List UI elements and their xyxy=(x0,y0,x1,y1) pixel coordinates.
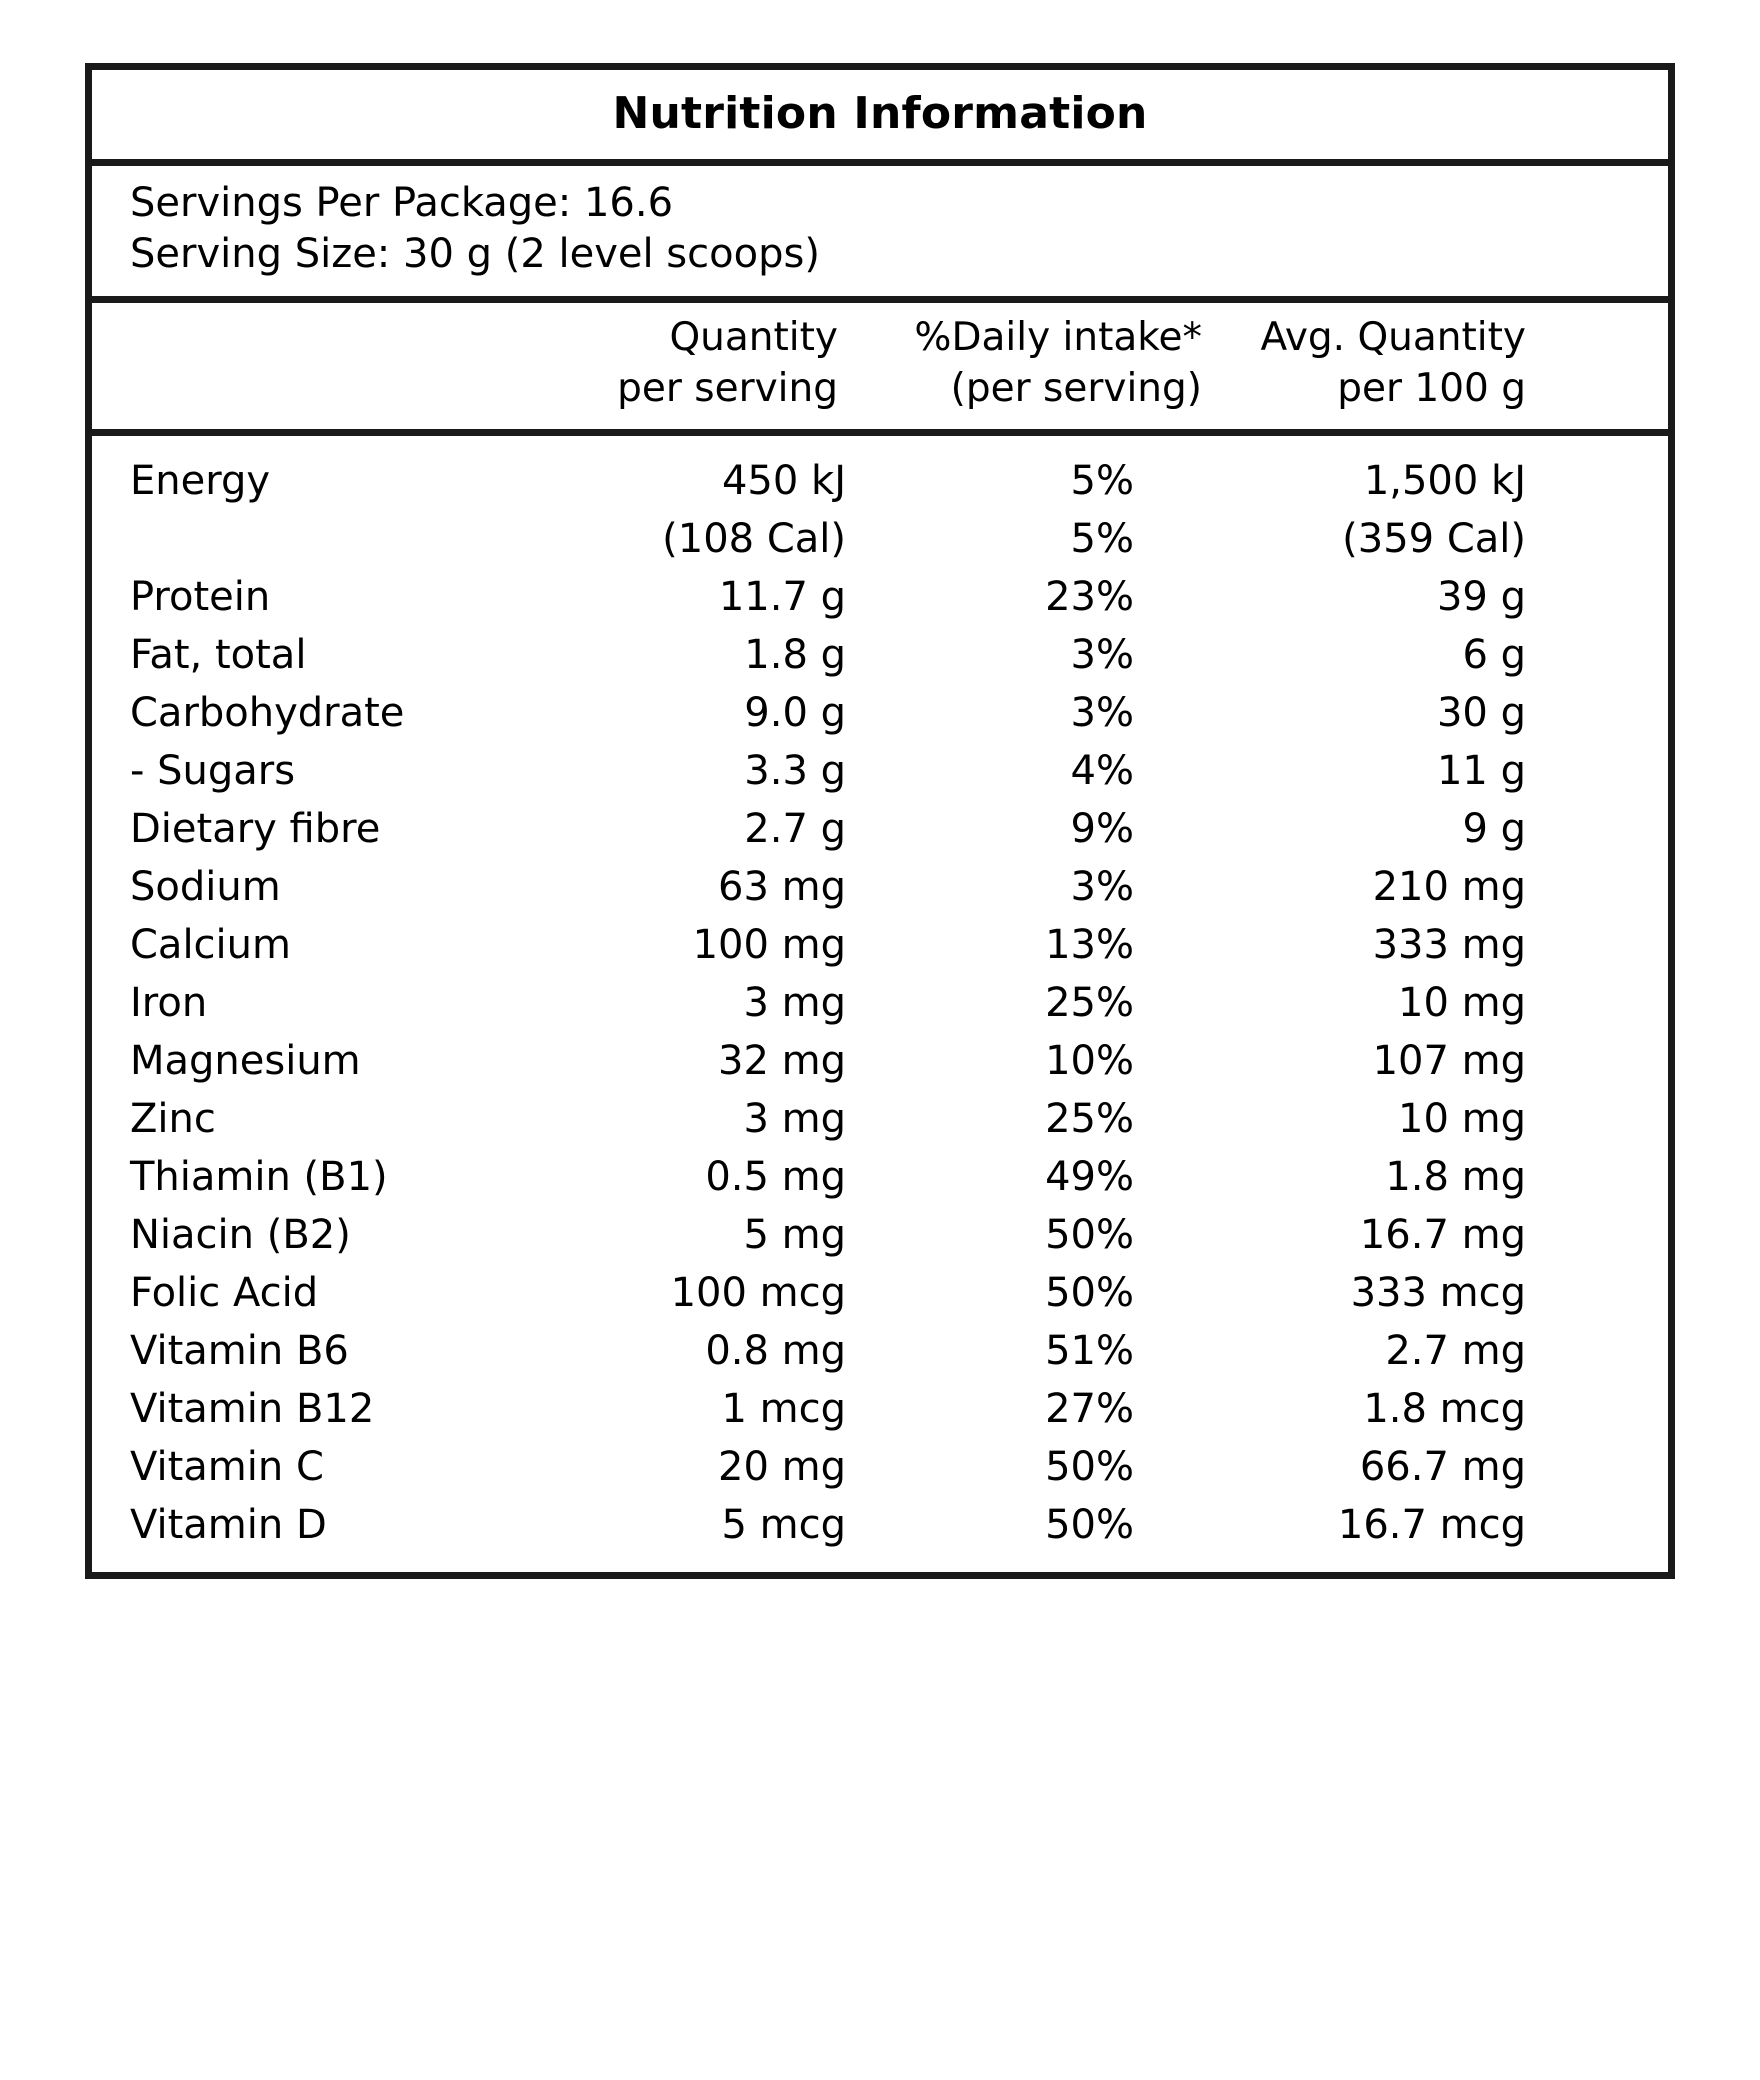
nutrient-rows xyxy=(92,436,1668,1572)
nutrient-per-100g: 9 g xyxy=(1462,805,1526,852)
nutrient-label: Vitamin D xyxy=(130,1501,327,1548)
column-header-avg-line2: per 100 g xyxy=(1337,366,1526,412)
nutrient-quantity: 3.3 g xyxy=(744,747,846,794)
column-header-quantity-line1: Quantity xyxy=(669,315,838,361)
nutrient-per-100g: 1.8 mg xyxy=(1385,1153,1526,1200)
nutrient-quantity: 3 mg xyxy=(743,1095,846,1142)
nutrient-quantity: 5 mg xyxy=(743,1211,846,1258)
nutrient-quantity: 450 kJ xyxy=(721,457,846,504)
table-row xyxy=(92,1264,1668,1322)
nutrient-per-100g: 30 g xyxy=(1436,689,1526,736)
table-row xyxy=(92,1206,1668,1264)
nutrient-daily-intake: 50% xyxy=(1045,1443,1134,1490)
servings-block xyxy=(92,166,1668,303)
nutrient-label: Energy xyxy=(130,457,271,504)
column-header-quantity-line2: per serving xyxy=(617,366,838,412)
nutrient-label: Vitamin B12 xyxy=(130,1385,375,1432)
servings-per-package: Servings Per Package: 16.6 xyxy=(130,180,674,226)
column-header-daily-intake xyxy=(852,313,1212,414)
table-row xyxy=(92,568,1668,626)
nutrient-label: Folic Acid xyxy=(130,1269,319,1316)
nutrient-daily-intake: 9% xyxy=(1070,805,1134,852)
nutrient-quantity: 3 mg xyxy=(743,979,846,1026)
nutrient-quantity: 0.8 mg xyxy=(705,1327,846,1374)
table-row xyxy=(92,858,1668,916)
nutrient-daily-intake: 3% xyxy=(1070,631,1134,678)
nutrient-daily-intake: 10% xyxy=(1045,1037,1134,1084)
nutrient-daily-intake: 5% xyxy=(1070,457,1134,504)
nutrient-daily-intake: 13% xyxy=(1045,921,1134,968)
nutrient-daily-intake: 3% xyxy=(1070,863,1134,910)
table-row xyxy=(92,510,1668,568)
nutrient-daily-intake: 50% xyxy=(1045,1211,1134,1258)
nutrient-daily-intake: 25% xyxy=(1045,1095,1134,1142)
nutrient-label: Dietary fibre xyxy=(130,805,381,852)
nutrient-per-100g: 210 mg xyxy=(1372,863,1526,910)
nutrient-per-100g: 1,500 kJ xyxy=(1363,457,1526,504)
table-row xyxy=(92,1380,1668,1438)
nutrient-quantity: 0.5 mg xyxy=(705,1153,846,1200)
nutrient-per-100g: 107 mg xyxy=(1372,1037,1526,1084)
nutrient-quantity: 32 mg xyxy=(718,1037,846,1084)
panel-title-row xyxy=(92,70,1668,166)
nutrient-per-100g: 333 mcg xyxy=(1350,1269,1526,1316)
table-row xyxy=(92,1322,1668,1380)
nutrient-per-100g: 6 g xyxy=(1462,631,1526,678)
table-row xyxy=(92,916,1668,974)
nutrient-daily-intake: 50% xyxy=(1045,1501,1134,1548)
nutrient-label: Calcium xyxy=(130,921,291,968)
nutrient-daily-intake: 51% xyxy=(1045,1327,1134,1374)
nutrient-per-100g: 1.8 mcg xyxy=(1363,1385,1526,1432)
serving-size: Serving Size: 30 g (2 level scoops) xyxy=(130,231,820,278)
table-row xyxy=(92,1438,1668,1496)
nutrient-quantity: 9.0 g xyxy=(744,689,846,736)
column-header-row xyxy=(92,303,1668,435)
nutrient-label: - Sugars xyxy=(130,747,296,794)
nutrient-label: Niacin (B2) xyxy=(130,1211,351,1258)
nutrient-per-100g: 10 mg xyxy=(1398,1095,1526,1142)
nutrient-per-100g: (359 Cal) xyxy=(1342,515,1526,562)
table-row xyxy=(92,742,1668,800)
nutrient-per-100g: 2.7 mg xyxy=(1385,1327,1526,1374)
table-row xyxy=(92,684,1668,742)
nutrient-quantity: 20 mg xyxy=(718,1443,846,1490)
column-header-daily-line2: (per serving) xyxy=(950,366,1202,412)
nutrient-quantity: 100 mg xyxy=(692,921,846,968)
nutrient-daily-intake: 49% xyxy=(1045,1153,1134,1200)
nutrient-daily-intake: 25% xyxy=(1045,979,1134,1026)
table-row xyxy=(92,1090,1668,1148)
table-row xyxy=(92,1148,1668,1206)
nutrient-per-100g: 10 mg xyxy=(1398,979,1526,1026)
column-header-daily-line1: %Daily intake* xyxy=(914,315,1202,361)
nutrient-quantity: 63 mg xyxy=(718,863,846,910)
nutrition-information-panel xyxy=(85,63,1675,1579)
nutrient-per-100g: 11 g xyxy=(1436,747,1526,794)
nutrient-label: Zinc xyxy=(130,1095,216,1142)
nutrient-quantity: 5 mcg xyxy=(721,1501,846,1548)
column-header-quantity-per-serving xyxy=(522,313,852,414)
nutrient-per-100g: 66.7 mg xyxy=(1359,1443,1526,1490)
nutrient-per-100g: 333 mg xyxy=(1372,921,1526,968)
table-row xyxy=(92,1496,1668,1554)
table-row xyxy=(92,1032,1668,1090)
nutrient-quantity: 11.7 g xyxy=(718,573,846,620)
nutrient-label: Protein xyxy=(130,573,271,620)
table-row xyxy=(92,626,1668,684)
nutrient-daily-intake: 4% xyxy=(1070,747,1134,794)
column-header-avg-per-100g xyxy=(1212,313,1550,414)
nutrient-daily-intake: 50% xyxy=(1045,1269,1134,1316)
nutrient-quantity: 100 mcg xyxy=(670,1269,846,1316)
nutrient-quantity: (108 Cal) xyxy=(662,515,846,562)
nutrient-daily-intake: 3% xyxy=(1070,689,1134,736)
table-row xyxy=(92,974,1668,1032)
nutrient-per-100g: 16.7 mcg xyxy=(1337,1501,1526,1548)
nutrient-quantity: 2.7 g xyxy=(744,805,846,852)
nutrient-label: Iron xyxy=(130,979,208,1026)
nutrient-label: Thiamin (B1) xyxy=(130,1153,388,1200)
nutrient-quantity: 1.8 g xyxy=(744,631,846,678)
nutrient-daily-intake: 23% xyxy=(1045,573,1134,620)
nutrient-label: Sodium xyxy=(130,863,281,910)
page-title: Nutrition Information xyxy=(612,88,1148,139)
nutrient-label: Vitamin C xyxy=(130,1443,324,1490)
nutrient-label: Carbohydrate xyxy=(130,689,405,736)
nutrient-per-100g: 16.7 mg xyxy=(1359,1211,1526,1258)
nutrient-label: Fat, total xyxy=(130,631,307,678)
nutrient-daily-intake: 5% xyxy=(1070,515,1134,562)
table-row xyxy=(92,452,1668,510)
nutrient-quantity: 1 mcg xyxy=(721,1385,846,1432)
column-header-avg-line1: Avg. Quantity xyxy=(1260,315,1526,361)
nutrient-label: Magnesium xyxy=(130,1037,361,1084)
table-row xyxy=(92,800,1668,858)
nutrient-label: Vitamin B6 xyxy=(130,1327,349,1374)
nutrient-per-100g: 39 g xyxy=(1436,573,1526,620)
nutrient-daily-intake: 27% xyxy=(1045,1385,1134,1432)
